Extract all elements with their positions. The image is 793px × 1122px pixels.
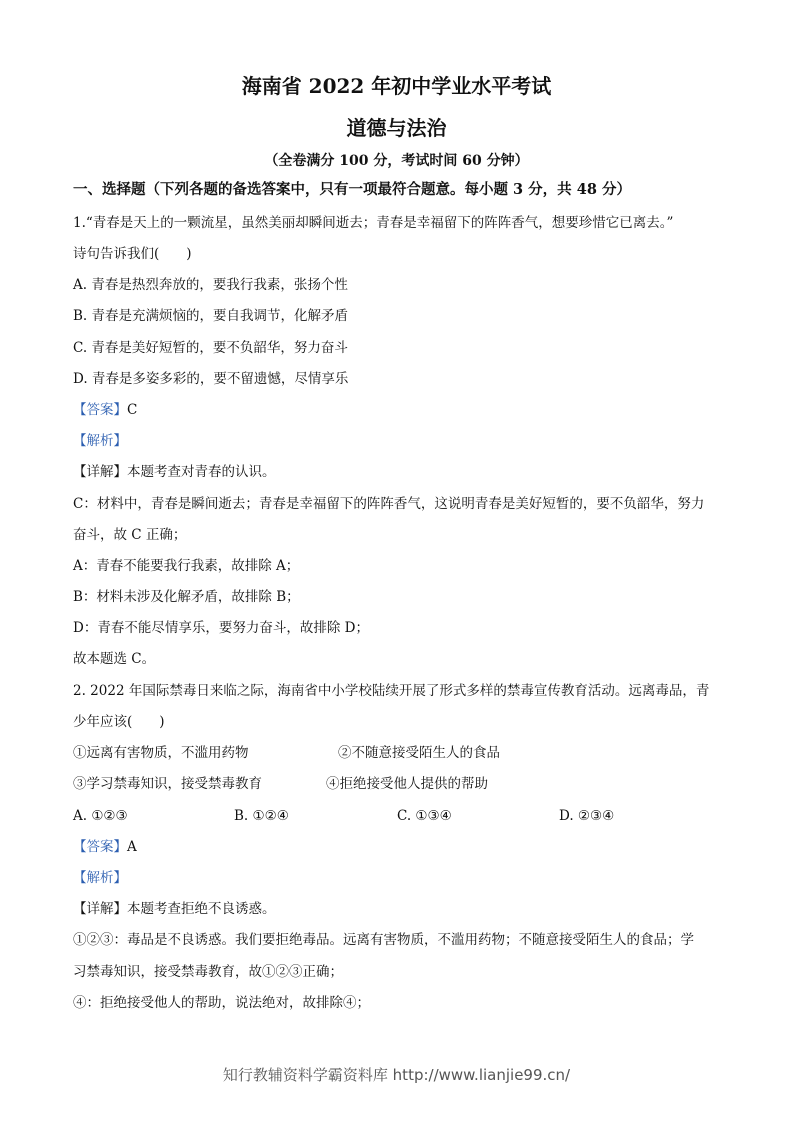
q1-option-c: C. 青春是美好短暂的，要不负韶华，努力奋斗 bbox=[73, 340, 348, 356]
q2-option-c: C. ①③④ bbox=[397, 808, 452, 824]
q2-item-4: ④拒绝接受他人提供的帮助 bbox=[326, 776, 488, 792]
answer-value: A bbox=[127, 839, 137, 855]
q1-option-d: D. 青春是多姿多彩的，要不留遗憾，尽情享乐 bbox=[73, 371, 349, 387]
detail-tag: 【详解】 bbox=[73, 464, 127, 480]
exam-title: 海南省 2022 年初中学业水平考试 bbox=[241, 74, 552, 98]
q2-detail bbox=[73, 900, 276, 918]
q2-option-d: D. ②③④ bbox=[559, 808, 615, 824]
q2-item-3: ③学习禁毒知识，接受禁毒教育 bbox=[73, 776, 262, 792]
q2-item-1: ①远离有害物质，不滥用药物 bbox=[73, 745, 249, 761]
q2-explanation-4: ④：拒绝接受他人的帮助，说法绝对，故排除④； bbox=[73, 995, 370, 1011]
q1-explanation-line2: 奋斗，故 C 正确； bbox=[73, 527, 187, 543]
answer-tag: 【答案】 bbox=[73, 402, 127, 418]
detail-text: 本题考查对青春的认识。 bbox=[127, 464, 276, 480]
detail-tag: 【详解】 bbox=[73, 901, 127, 917]
q1-explanation-d: D：青春不能尽情享乐，要努力奋斗，故排除 D； bbox=[73, 620, 369, 636]
q1-option-b: B. 青春是充满烦恼的，要自我调节，化解矛盾 bbox=[73, 308, 349, 324]
q1-detail bbox=[73, 463, 276, 481]
q1-explanation-a: A：青春不能要我行我素，故排除 A； bbox=[73, 558, 300, 574]
exam-subject: 道德与法治 bbox=[346, 116, 447, 140]
q2-stem-line2: 少年应该( ) bbox=[73, 714, 165, 730]
q2-analysis-tag: 【解析】 bbox=[73, 870, 127, 886]
q1-analysis-tag: 【解析】 bbox=[73, 433, 127, 449]
q1-stem-line1: 1.“青春是天上的一颗流星，虽然美丽却瞬间逝去；青春是幸福留下的阵阵香气，想要珍惜它已离去。” bbox=[73, 215, 674, 231]
q2-explanation-line1: ①②③：毒品是不良诱惑。我们要拒绝毒品。远离有害物质，不滥用药物；不随意接受陌生人的食品；学 bbox=[73, 932, 694, 948]
q1-explanation-b: B：材料未涉及化解矛盾，故排除 B； bbox=[73, 589, 300, 605]
footer-watermark: 知行教辅资料学霸资料库 http://www.lianjie99.cn/ bbox=[222, 1066, 571, 1084]
exam-note: （全卷满分 100 分，考试时间 60 分钟） bbox=[264, 153, 529, 169]
q2-stem-line1: 2. 2022 年国际禁毒日来临之际，海南省中小学校陆续开展了形式多样的禁毒宣传教育活动。远离毒品，青 bbox=[73, 683, 710, 699]
q1-answer bbox=[73, 401, 137, 419]
q1-conclusion: 故本题选 C。 bbox=[73, 651, 156, 667]
q2-option-b: B. ①②④ bbox=[234, 808, 289, 824]
section-heading: 一、选择题（下列各题的备选答案中，只有一项最符合题意。每小题 3 分，共 48 分） bbox=[73, 181, 631, 198]
q1-option-a: A. 青春是热烈奔放的，要我行我素，张扬个性 bbox=[73, 277, 348, 293]
answer-tag: 【答案】 bbox=[73, 839, 127, 855]
q2-item-2: ②不随意接受陌生人的食品 bbox=[338, 745, 500, 761]
q2-answer bbox=[73, 838, 137, 856]
q2-explanation-line2: 习禁毒知识，接受禁毒教育，故①②③正确； bbox=[73, 964, 343, 980]
q1-stem-line2: 诗句告诉我们( ) bbox=[73, 246, 192, 262]
q2-option-a: A. ①②③ bbox=[73, 808, 128, 824]
answer-value: C bbox=[127, 402, 138, 418]
detail-text: 本题考查拒绝不良诱惑。 bbox=[127, 901, 276, 917]
q1-explanation-line1: C：材料中，青春是瞬间逝去；青春是幸福留下的阵阵香气，这说明青春是美好短暂的，要不负韶华，努力 bbox=[73, 496, 705, 512]
